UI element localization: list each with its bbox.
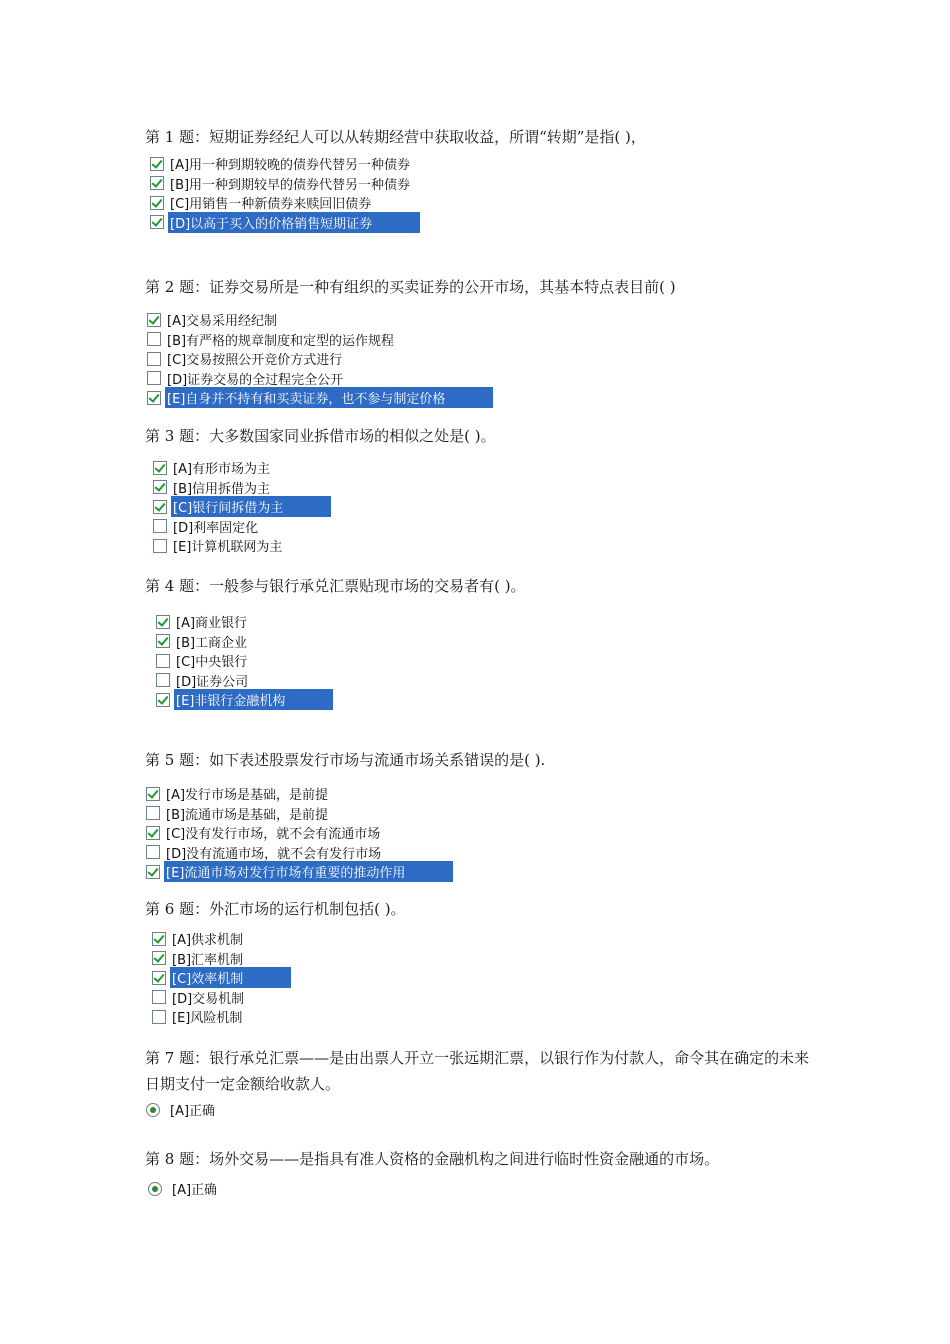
checkbox-checked-icon[interactable] bbox=[153, 480, 167, 494]
option-item-selected[interactable] bbox=[147, 388, 493, 408]
options-group bbox=[146, 1100, 217, 1120]
options-group bbox=[146, 784, 453, 882]
checkbox-unchecked-icon[interactable] bbox=[146, 806, 160, 820]
option-label: [D]证券交易的全过程完全公开 bbox=[167, 372, 344, 388]
option-label: [C]用销售一种新债券来赎回旧债券 bbox=[170, 197, 372, 213]
option-label: [E]流通市场对发行市场有重要的推动作用 bbox=[164, 861, 453, 882]
option-label: [A]交易采用经纪制 bbox=[167, 314, 278, 330]
checkbox-unchecked-icon[interactable] bbox=[152, 1010, 166, 1024]
option-label: [C]没有发行市场，就不会有流通市场 bbox=[166, 827, 381, 843]
option-label: [C]效率机制 bbox=[170, 967, 291, 988]
checkbox-checked-icon[interactable] bbox=[146, 865, 160, 879]
option-item[interactable] bbox=[156, 651, 333, 671]
option-item-selected[interactable] bbox=[152, 968, 291, 988]
option-item[interactable] bbox=[146, 804, 453, 824]
option-item[interactable] bbox=[148, 1179, 219, 1199]
options-group bbox=[150, 154, 420, 232]
option-label: [D]利率固定化 bbox=[173, 520, 259, 536]
radio-selected-icon[interactable] bbox=[146, 1103, 160, 1117]
question-text: 第 8 题：场外交易——是指具有准人资格的金融机构之间进行临时性资金融通的市场。 bbox=[145, 1150, 720, 1168]
option-label: [A]发行市场是基础，是前提 bbox=[166, 788, 329, 804]
checkbox-checked-icon[interactable] bbox=[150, 196, 164, 210]
option-item-selected[interactable] bbox=[153, 497, 331, 517]
checkbox-unchecked-icon[interactable] bbox=[153, 519, 167, 533]
question-text: 第 5 题：如下表述股票发行市场与流通市场关系错误的是( ). bbox=[145, 751, 546, 769]
checkbox-checked-icon[interactable] bbox=[156, 634, 170, 648]
checkbox-checked-icon[interactable] bbox=[150, 176, 164, 190]
option-label: [A]有形市场为主 bbox=[173, 462, 271, 478]
question-text: 第 1 题：短期证券经纪人可以从转期经营中获取收益，所谓“转期”是指( )， bbox=[145, 128, 646, 146]
checkbox-unchecked-icon[interactable] bbox=[153, 539, 167, 553]
checkbox-unchecked-icon[interactable] bbox=[146, 845, 160, 859]
options-group bbox=[152, 929, 291, 1027]
checkbox-unchecked-icon[interactable] bbox=[156, 673, 170, 687]
option-label: [C]银行间拆借为主 bbox=[171, 496, 331, 517]
option-item[interactable] bbox=[146, 1100, 217, 1120]
option-label: [C]交易按照公开竞价方式进行 bbox=[167, 353, 343, 369]
checkbox-checked-icon[interactable] bbox=[153, 461, 167, 475]
option-label: [D]证券公司 bbox=[176, 674, 249, 690]
checkbox-checked-icon[interactable] bbox=[152, 932, 166, 946]
option-label: [A]正确 bbox=[170, 1104, 216, 1120]
option-label: [E]非银行金融机构 bbox=[174, 689, 333, 710]
option-item-selected[interactable] bbox=[146, 862, 453, 882]
option-item[interactable] bbox=[153, 536, 331, 556]
question-text: 第 4 题：一般参与银行承兑汇票贴现市场的交易者有( )。 bbox=[145, 577, 526, 595]
option-item[interactable] bbox=[147, 369, 493, 389]
checkbox-checked-icon[interactable] bbox=[146, 787, 160, 801]
option-label: [D]交易机制 bbox=[172, 991, 245, 1007]
checkbox-checked-icon[interactable] bbox=[147, 313, 161, 327]
option-label: [D]以高于买入的价格销售短期证券 bbox=[168, 212, 420, 233]
options-group bbox=[148, 1179, 219, 1199]
option-item[interactable] bbox=[147, 349, 493, 369]
option-label: [B]用一种到期较早的债券代替另一种债券 bbox=[170, 177, 411, 193]
checkbox-checked-icon[interactable] bbox=[152, 951, 166, 965]
option-label: [A]正确 bbox=[172, 1183, 218, 1199]
checkbox-unchecked-icon[interactable] bbox=[152, 990, 166, 1004]
radio-selected-icon[interactable] bbox=[148, 1182, 162, 1196]
question-text: 第 3 题：大多数国家同业拆借市场的相似之处是( )。 bbox=[145, 427, 496, 445]
option-label: [C]中央银行 bbox=[176, 655, 248, 671]
option-item[interactable] bbox=[153, 478, 331, 498]
option-label: [A]供求机制 bbox=[172, 933, 244, 949]
option-item[interactable] bbox=[156, 612, 333, 632]
checkbox-checked-icon[interactable] bbox=[147, 391, 161, 405]
option-label: [A]用一种到期较晚的债券代替另一种债券 bbox=[170, 158, 411, 174]
option-item[interactable] bbox=[156, 632, 333, 652]
option-item[interactable] bbox=[152, 949, 291, 969]
checkbox-checked-icon[interactable] bbox=[146, 826, 160, 840]
option-label: [E]计算机联网为主 bbox=[173, 540, 283, 556]
checkbox-unchecked-icon[interactable] bbox=[156, 654, 170, 668]
option-item-selected[interactable] bbox=[150, 213, 420, 233]
option-label: [B]流通市场是基础，是前提 bbox=[166, 807, 329, 823]
checkbox-unchecked-icon[interactable] bbox=[147, 371, 161, 385]
option-item[interactable] bbox=[152, 988, 291, 1008]
option-label: [E]风险机制 bbox=[172, 1011, 243, 1027]
option-label: [B]有严格的规章制度和定型的运作规程 bbox=[167, 333, 395, 349]
option-item[interactable] bbox=[152, 1007, 291, 1027]
question-text: 第 2 题：证券交易所是一种有组织的买卖证券的公开市场，其基本特点表目前( ) bbox=[145, 278, 676, 296]
option-item[interactable] bbox=[152, 929, 291, 949]
option-item[interactable] bbox=[150, 154, 420, 174]
option-label: [D]没有流通市场，就不会有发行市场 bbox=[166, 846, 382, 862]
checkbox-checked-icon[interactable] bbox=[156, 693, 170, 707]
option-item[interactable] bbox=[156, 671, 333, 691]
option-item[interactable] bbox=[147, 330, 493, 350]
option-label: [B]汇率机制 bbox=[172, 952, 244, 968]
option-item[interactable] bbox=[150, 193, 420, 213]
option-item[interactable] bbox=[150, 174, 420, 194]
option-item[interactable] bbox=[153, 517, 331, 537]
question-text: 第 6 题：外汇市场的运行机制包括( )。 bbox=[145, 900, 406, 918]
checkbox-unchecked-icon[interactable] bbox=[147, 332, 161, 346]
option-item[interactable] bbox=[147, 310, 493, 330]
question-text: 第 7 题：银行承兑汇票——是由出票人开立一张远期汇票，以银行作为付款人，命令其在确定的未来日期支付一定金额给收款人。 bbox=[145, 1049, 810, 1093]
options-group bbox=[147, 310, 493, 408]
option-label: [B]信用拆借为主 bbox=[173, 481, 271, 497]
checkbox-checked-icon[interactable] bbox=[150, 157, 164, 171]
checkbox-checked-icon[interactable] bbox=[150, 215, 164, 229]
option-item[interactable] bbox=[146, 823, 453, 843]
options-group bbox=[153, 458, 331, 556]
option-label: [E]自身并不持有和买卖证券，也不参与制定价格 bbox=[165, 387, 493, 408]
option-item[interactable] bbox=[146, 843, 453, 863]
options-group bbox=[156, 612, 333, 710]
checkbox-checked-icon[interactable] bbox=[156, 615, 170, 629]
option-label: [B]工商企业 bbox=[176, 635, 248, 651]
checkbox-checked-icon[interactable] bbox=[152, 971, 166, 985]
checkbox-unchecked-icon[interactable] bbox=[147, 352, 161, 366]
option-item-selected[interactable] bbox=[156, 690, 333, 710]
option-item[interactable] bbox=[146, 784, 453, 804]
checkbox-checked-icon[interactable] bbox=[153, 500, 167, 514]
option-item[interactable] bbox=[153, 458, 331, 478]
option-label: [A]商业银行 bbox=[176, 616, 248, 632]
